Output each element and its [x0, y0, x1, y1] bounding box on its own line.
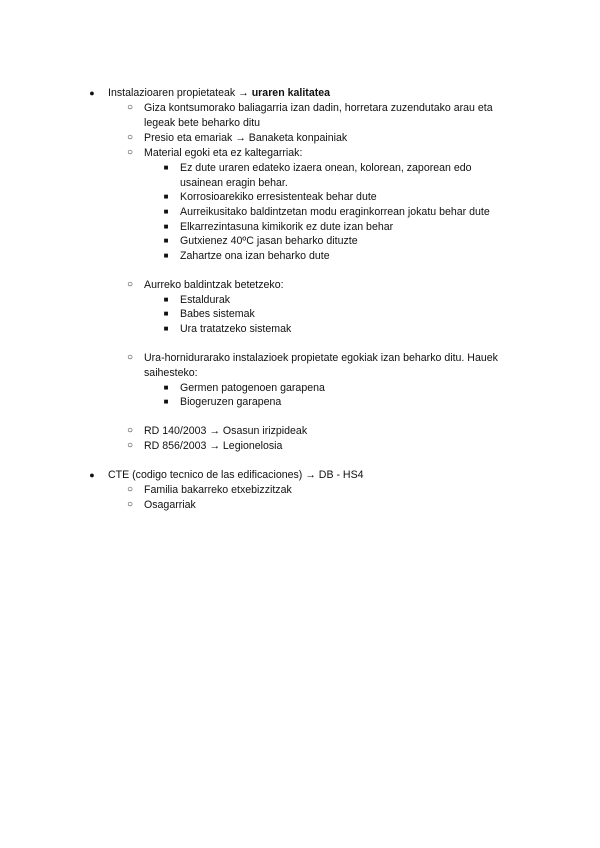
- bullet-square: ■: [163, 295, 169, 304]
- condition-item: Babes sistemak: [180, 308, 255, 320]
- item-c-text: Material egoki eta ez kaltegarriak:: [144, 147, 303, 159]
- bullet-square: ■: [163, 251, 169, 260]
- avoid-item: Germen patogenoen garapena: [180, 382, 325, 394]
- item-a-line-1: Giza kontsumorako baliagarria izan dadin, horretara zuzendutako arau eta: [144, 102, 493, 114]
- bullet-circle: ○: [126, 440, 134, 451]
- bullet-circle: ○: [126, 425, 134, 436]
- bullet-disc: ●: [89, 88, 95, 98]
- bullet-square: ■: [163, 309, 169, 318]
- bullet-square: ■: [163, 383, 169, 392]
- material-item: Ez dute uraren edateko izaera onean, kolorean, zaporean edo: [180, 162, 472, 174]
- cte-item: Familia bakarreko etxebizzitzak: [144, 484, 292, 496]
- bullet-square: ■: [163, 397, 169, 406]
- material-item: Korrosioarekiko erresistenteak behar dute: [180, 191, 377, 203]
- bullet-circle: ○: [126, 499, 134, 510]
- item-f-text: RD 140/2003 → Osasun irizpideak: [144, 425, 308, 437]
- bullet-square: ■: [163, 207, 169, 216]
- material-item: Elkarrezintasuna kimikorik ez dute izan behar: [180, 221, 394, 233]
- bullet-circle: ○: [126, 132, 134, 143]
- bullet-circle: ○: [126, 147, 134, 158]
- bullet-square: ■: [163, 222, 169, 231]
- material-item: Gutxienez 40ºC jasan beharko dituzte: [180, 235, 358, 247]
- bullet-circle: ○: [126, 484, 134, 495]
- material-item: Zahartze ona izan beharko dute: [180, 250, 330, 262]
- condition-item: Ura tratatzeko sistemak: [180, 323, 292, 335]
- bullet-circle: ○: [126, 102, 134, 113]
- material-item-cont: usainean eragin behar.: [180, 177, 288, 189]
- condition-item: Estaldurak: [180, 294, 231, 306]
- item-e-line-1: Ura-hornidurarako instalazioek propietate egokiak izan beharko ditu. Hauek: [144, 352, 498, 364]
- section-1-prefix: Instalazioaren propietateak →: [108, 87, 249, 99]
- item-a-line-2: legeak bete beharko ditu: [144, 117, 261, 129]
- section-1-bold: uraren kalitatea: [251, 87, 331, 99]
- section-2-heading: CTE (codigo tecnico de las edificaciones) → DB - HS4: [108, 469, 364, 481]
- bullet-disc: ●: [89, 470, 95, 480]
- item-g-text: RD 856/2003 → Legionelosia: [144, 440, 283, 452]
- bullet-square: ■: [163, 192, 169, 201]
- bullet-circle: ○: [126, 279, 134, 290]
- bullet-square: ■: [163, 163, 169, 172]
- bullet-square: ■: [163, 236, 169, 245]
- item-e-line-2: saihesteko:: [144, 367, 198, 379]
- bullet-square: ■: [163, 324, 169, 333]
- item-d-text: Aurreko baldintzak betetzeko:: [144, 279, 284, 291]
- cte-item: Osagarriak: [144, 499, 196, 511]
- avoid-item: Biogeruzen garapena: [180, 396, 282, 408]
- item-b-text: Presio eta emariak → Banaketa konpainiak: [144, 132, 348, 144]
- bullet-circle: ○: [126, 352, 134, 363]
- material-item: Aurreikusitako baldintzetan modu eraginkorrean jokatu behar dute: [180, 206, 490, 218]
- section-1-heading: [108, 86, 330, 101]
